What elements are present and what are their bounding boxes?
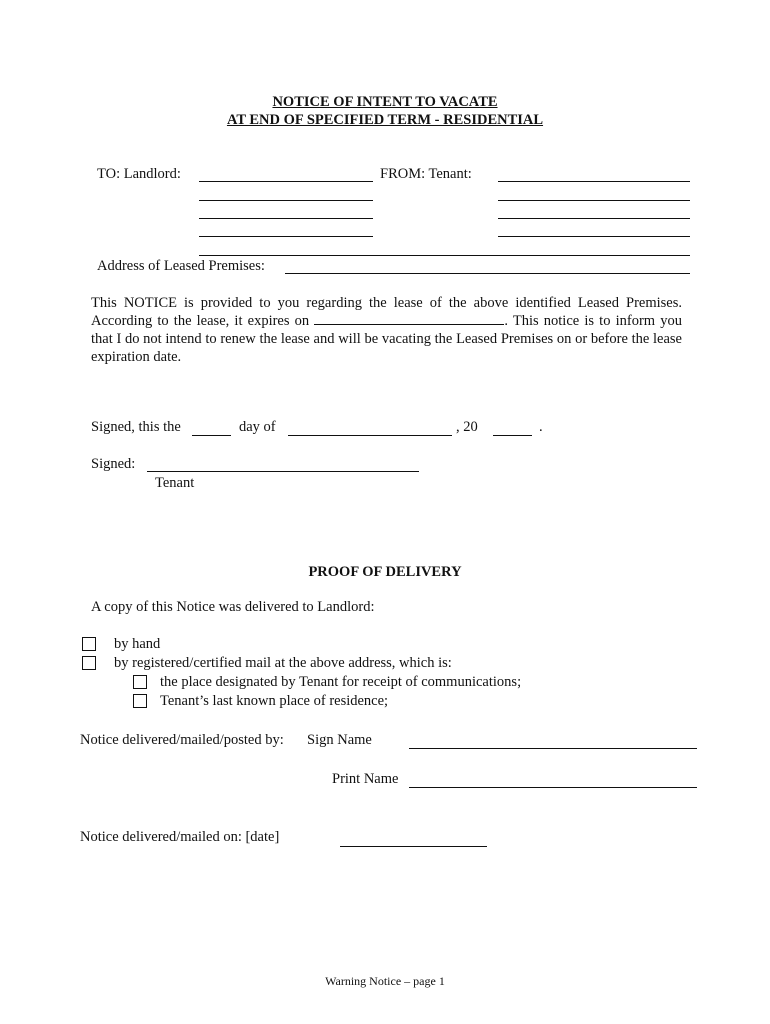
- from-tenant-label: FROM: Tenant:: [380, 166, 472, 182]
- sign-name-label: Sign Name: [307, 732, 372, 748]
- signed-label: Signed:: [91, 456, 136, 472]
- landlord-name-line-1[interactable]: [199, 181, 373, 182]
- year-prefix-label: , 20: [456, 419, 478, 435]
- print-name-label: Print Name: [332, 771, 399, 787]
- to-landlord-label: TO: Landlord:: [97, 166, 181, 182]
- delivered-by-label: Notice delivered/mailed/posted by:: [80, 732, 284, 748]
- day-of-label: day of: [239, 419, 276, 435]
- by-mail-checkbox[interactable]: [82, 656, 96, 670]
- last-known-residence-checkbox[interactable]: [133, 694, 147, 708]
- tenant-name-line-2[interactable]: [498, 200, 690, 201]
- proof-of-delivery-heading: PROOF OF DELIVERY: [308, 564, 462, 580]
- delivered-on-label: Notice delivered/mailed on: [date]: [80, 829, 280, 845]
- notice-paragraph: [91, 294, 682, 366]
- document-title-line-2: AT END OF SPECIFIED TERM - RESIDENTIAL: [226, 112, 544, 128]
- landlord-name-line-2[interactable]: [199, 200, 373, 201]
- tenant-name-line-3[interactable]: [498, 218, 690, 219]
- signed-day-blank[interactable]: [192, 435, 231, 436]
- sentence-period: .: [539, 419, 543, 435]
- address-label: Address of Leased Premises:: [97, 258, 265, 274]
- address-line-upper[interactable]: [199, 255, 690, 256]
- document-title-line-1: NOTICE OF INTENT TO VACATE: [272, 94, 498, 110]
- signed-year-blank[interactable]: [493, 435, 532, 436]
- tenant-name-line-1[interactable]: [498, 181, 690, 182]
- copy-delivered-text: A copy of this Notice was delivered to Landlord:: [91, 599, 375, 615]
- print-name-line[interactable]: [409, 787, 697, 788]
- designated-place-checkbox[interactable]: [133, 675, 147, 689]
- by-hand-label: by hand: [114, 636, 161, 652]
- expiration-date-blank[interactable]: [314, 312, 504, 325]
- sign-name-line[interactable]: [409, 748, 697, 749]
- notice-paragraph-text-1: This NOTICE is provided to you regarding the lease of the above identified Leased Premises. According to the lease, it expires on: [91, 295, 682, 329]
- address-line[interactable]: [285, 273, 690, 274]
- notice-paragraph-text-2: . This notice is to inform you that I do not intend to renew the lease and will be vacating the Leased Premises on or before the lease expiration date.: [91, 313, 682, 365]
- delivered-on-date-line[interactable]: [340, 846, 487, 847]
- by-hand-checkbox[interactable]: [82, 637, 96, 651]
- last-known-residence-label: Tenant’s last known place of residence;: [160, 693, 389, 709]
- tenant-caption: Tenant: [155, 475, 195, 491]
- signed-this-label: Signed, this the: [91, 419, 181, 435]
- landlord-name-line-3[interactable]: [199, 218, 373, 219]
- tenant-name-line-4[interactable]: [498, 236, 690, 237]
- designated-place-label: the place designated by Tenant for receipt of communications;: [160, 674, 522, 690]
- tenant-signature-line[interactable]: [147, 471, 419, 472]
- by-mail-label: by registered/certified mail at the above address, which is:: [114, 655, 452, 671]
- landlord-name-line-4[interactable]: [199, 236, 373, 237]
- page-footer: Warning Notice – page 1: [325, 974, 445, 988]
- signed-month-blank[interactable]: [288, 435, 452, 436]
